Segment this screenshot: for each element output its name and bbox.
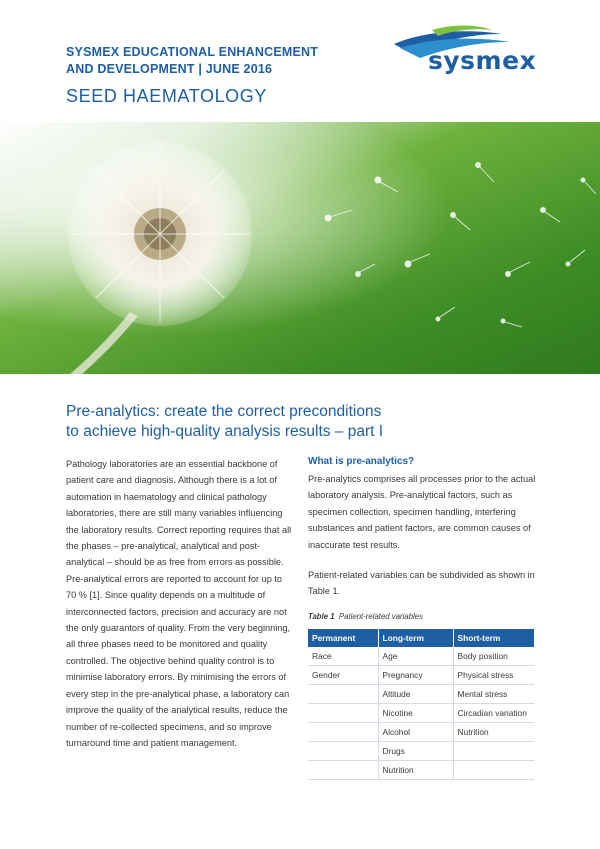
right-paragraph-1: Pre-analytics comprises all processes prior to the actual laboratory analysis. Pre-analytical factors, such as specimen collection, specimen handling, interfering substances and patient factors, are common causes of inaccurate test results. [308, 474, 536, 550]
series-line-1: SYSMEX EDUCATIONAL ENHANCEMENT [66, 45, 319, 59]
right-column [308, 455, 536, 780]
table-cell: Drugs [378, 742, 453, 761]
table-cell [453, 742, 534, 761]
table-cell: Age [378, 647, 453, 666]
header-short-term: Short-term [453, 629, 534, 647]
table-cell: Circadian variation [453, 704, 534, 723]
table-cell [308, 685, 378, 704]
table-cell: Race [308, 647, 378, 666]
article-title-line-1: Pre-analytics: create the correct preconditions [66, 403, 382, 420]
table-cell: Gender [308, 666, 378, 685]
seed-title: SEED HAEMATOLOGY [66, 86, 267, 106]
patient-variables-table [308, 629, 534, 781]
table-cell [308, 723, 378, 742]
article-title-line-2: to achieve high-quality analysis results – part I [66, 423, 384, 440]
table-cell [453, 761, 534, 780]
table-cell: Nutrition [378, 761, 453, 780]
header-long-term: Long-term [378, 629, 453, 647]
table-cell [308, 704, 378, 723]
table-caption-label: Table 1 [308, 611, 335, 621]
header-permanent: Permanent [308, 629, 378, 647]
table-row [308, 647, 534, 666]
table-row [308, 666, 534, 685]
table-cell [308, 761, 378, 780]
series-title [66, 44, 318, 78]
table-row [308, 761, 534, 780]
table-row [308, 723, 534, 742]
article-title [66, 402, 406, 442]
series-line-2: AND DEVELOPMENT | JUNE 2016 [66, 62, 273, 76]
table-cell: Mental stress [453, 685, 534, 704]
table-cell: Nicotine [378, 704, 453, 723]
table-caption [308, 612, 536, 621]
section-heading: What is pre-analytics? [308, 456, 415, 467]
table-row [308, 704, 534, 723]
table-row [308, 742, 534, 761]
table-row [308, 685, 534, 704]
table-cell: Body position [453, 647, 534, 666]
table-cell: Altitude [378, 685, 453, 704]
table-cell: Nutrition [453, 723, 534, 742]
table-cell: Alcohol [378, 723, 453, 742]
table-cell: Pregnancy [378, 666, 453, 685]
table-caption-text: Patient-related variables [338, 611, 424, 621]
dandelion-hero-image [0, 122, 600, 374]
left-column-text: Pathology laboratories are an essential backbone of patient care and diagnosis. Although there is a lot of automation in haematology and clinical pathology laboratories, there are still many variables influencing the laboratory results. Correct reporting requires that all the phases – pre-analytical, analytical and post-analytical – should be as free from errors as possible. Pre-analytical errors are reported to account for up to 70 % [1]. Since quality depends on a multitude of interconnected factors, precision and accuracy are not the only guarantors of quality. From the very beginning, all three phases need to be monitored and quality controlled. The objective behind quality control is to minimise laboratory errors. By minimising the errors of every step in the pre-analytical phase, a laboratory can improve the quality of the analytical results, reduce the number of re-collected specimens, and so improve turnaround time and patient management. [66, 459, 292, 748]
table-cell [308, 742, 378, 761]
table-header-row [308, 629, 534, 647]
right-paragraph-2: Patient-related variables can be subdivided as shown in Table 1. [308, 570, 535, 597]
sysmex-logo-text: sysmex [428, 46, 537, 75]
table-cell: Physical stress [453, 666, 534, 685]
